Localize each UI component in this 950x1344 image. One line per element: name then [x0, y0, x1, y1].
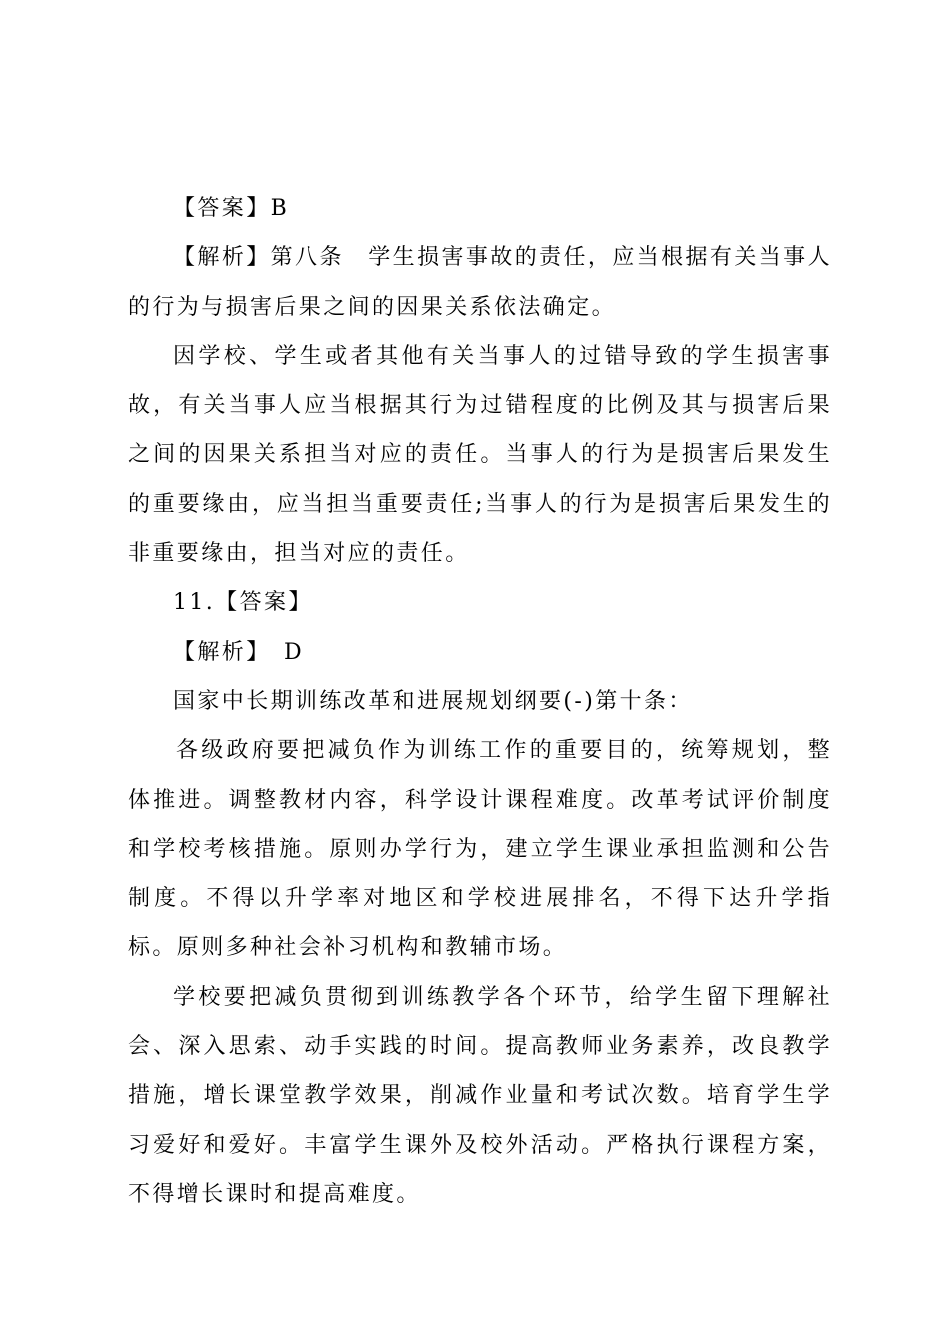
question-11-answer-line: 11.【答案】 [173, 590, 313, 616]
analysis-paragraph: 【解析】第八条 学生损害事故的责任，应当根据有关当事人的行为与损害后果之间的因果关系依法确定。 [128, 245, 832, 320]
question-11-analysis-line: 【解析】 D [173, 639, 305, 665]
answer-line: 【答案】B [173, 196, 290, 221]
plan-reference-line: 国家中长期训练改革和进展规划纲要(-)第十条： [173, 688, 693, 714]
government-burden-paragraph: 各级政府要把减负作为训练工作的重要目的，统筹规划，整体推进。调整教材内容，科学设计课程难度。改革考试评价制度和学校考核措施。原则办学行为，建立学生课业承担监测和公告制度。不得以升学率对地区和学校进展排名，不得下达升学指标。原则多种社会补习机构和教辅市场。 [128, 738, 832, 961]
document-body [128, 184, 832, 1219]
school-burden-paragraph: 学校要把减负贯彻到训练教学各个环节，给学生留下理解社会、深入思索、动手实践的时间。提高教师业务素养，改良教学措施，增长课堂教学效果，削减作业量和考试次数。培育学生学习爱好和爱好。丰富学生课外及校外活动。严格执行课程方案，不得增长课时和提高难度。 [128, 984, 832, 1207]
liability-paragraph: 因学校、学生或者其他有关当事人的过错导致的学生损害事故，有关当事人应当根据其行为过错程度的比例及其与损害后果之间的因果关系担当对应的责任。当事人的行为是损害后果发生的重要缘由，应当担当重要责任;当事人的行为是损害后果发生的非重要缘由，担当对应的责任。 [128, 343, 832, 567]
